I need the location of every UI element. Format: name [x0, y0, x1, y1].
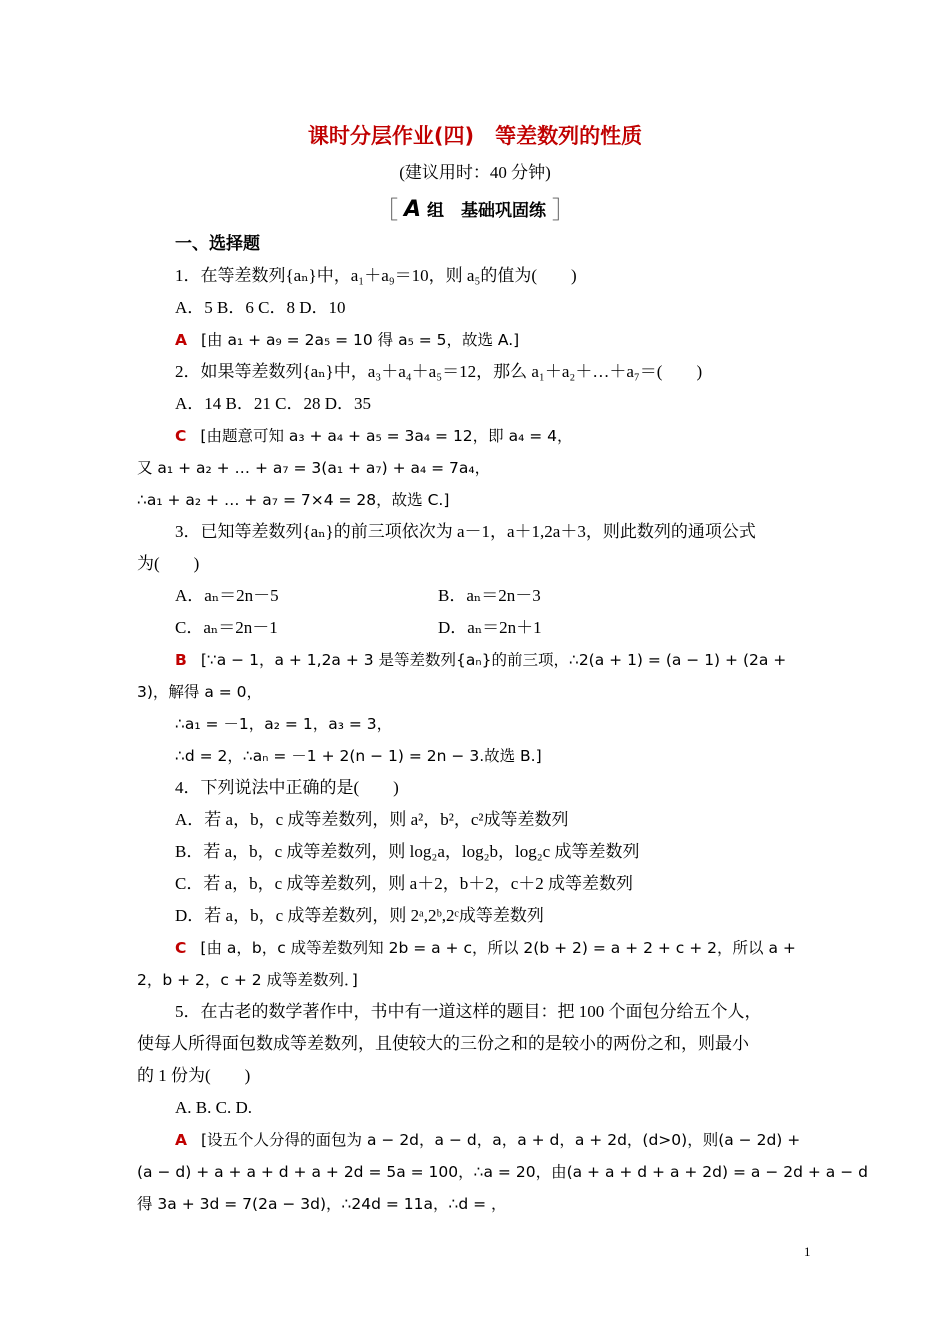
option-right: B．aₙ＝2n－3 — [438, 586, 541, 605]
answer-explanation — [137, 740, 817, 772]
answer-key: C — [175, 427, 187, 445]
option-row — [137, 580, 817, 612]
answer-explanation — [137, 676, 817, 708]
answer-explanation — [137, 1188, 817, 1220]
page-subtitle: (建议用时：40 分钟) — [399, 163, 551, 182]
question-stem: 3．已知等差数列{aₙ}的前三项依次为 a－1，a＋1,2a＋3，则此数列的通项公式 — [175, 522, 756, 541]
explanation-text: (a − d) + a + a + d + a + 2d = 5a = 100，∴a = 20，由(a + a + d + a + 2d) = a − 2d + a − d — [137, 1163, 868, 1181]
question-stem: 5．在古老的数学著作中，书中有一道这样的题目：把 100 个面包分给五个人， — [175, 1002, 762, 1021]
question-line: 使每人所得面包数成等差数列，且使较大的三份之和的是较小的两份之和，则最小 — [137, 1034, 749, 1053]
question-line: A. B. C. D. — [175, 1098, 252, 1117]
question-stem: 2．如果等差数列{aₙ}中，a₃＋a₄＋a₅＝12，那么 a₁＋a₂＋…＋a₇＝( ) — [175, 362, 703, 381]
explanation-text: [设五个人分得的面包为 a − 2d，a − d，a，a + d，a + 2d，(d>0)，则(a − 2d) + — [201, 1131, 801, 1149]
question-line: 的 1 份为( ) — [137, 1066, 251, 1085]
explanation-text: 2，b + 2，c + 2 成等差数列．] — [137, 971, 358, 989]
explanation-text: ∴a₁ + a₂ + … + a₇ = 7×4 = 28，故选 C.] — [137, 491, 450, 509]
question-line: A．若 a，b，c 成等差数列，则 a²，b²，c²成等差数列 — [175, 810, 569, 829]
question-line: B．若 a，b，c 成等差数列，则 log₂a，log₂b，log₂c 成等差数列 — [175, 842, 640, 861]
answer-key: C — [175, 939, 187, 957]
group-label: 组 基础巩固练 — [426, 201, 546, 221]
answer-explanation — [137, 452, 817, 484]
section-title: 一、选择题 — [175, 234, 260, 254]
explanation-text: [由 a，b，c 成等差数列知 2b = a + c，所以 2(b + 2) = a + 2 + c + 2，所以 a + — [200, 939, 796, 957]
answer-key: B — [175, 651, 187, 669]
answer-explanation — [137, 708, 817, 740]
answer-explanation — [137, 1156, 868, 1188]
answer-explanation — [137, 932, 817, 964]
question-stem: 4．下列说法中正确的是( ) — [175, 778, 399, 797]
explanation-text: 又 a₁ + a₂ + … + a₇ = 3(a₁ + a₇) + a₄ = 7a₄， — [137, 459, 491, 477]
question-line: A．14 B．21 C．28 D．35 — [175, 394, 371, 413]
answer-key: A — [175, 1131, 187, 1149]
explanation-text: 3)，解得 a = 0， — [137, 683, 263, 701]
answer-explanation — [137, 420, 817, 452]
explanation-text: [∵a − 1，a + 1,2a + 3 是等差数列{aₙ}的前三项，∴2(a + 1) = (a − 1) + (2a + — [200, 651, 787, 669]
answer-explanation — [137, 484, 817, 516]
answer-explanation — [137, 324, 817, 356]
answer-explanation — [137, 964, 817, 996]
explanation-text: ∴a₁ = －1，a₂ = 1，a₃ = 3， — [175, 715, 393, 733]
answer-explanation — [137, 1124, 817, 1156]
answer-explanation — [137, 644, 817, 676]
left-bracket: ［ — [374, 196, 399, 224]
question-line: C．若 a，b，c 成等差数列，则 a＋2，b＋2，c＋2 成等差数列 — [175, 874, 634, 893]
page-number: 1 — [804, 1244, 811, 1259]
option-left: A．aₙ＝2n－5 — [175, 586, 279, 605]
option-row — [137, 612, 817, 644]
question-line: D．若 a，b，c 成等差数列，则 2ᵃ,2ᵇ,2ᶜ成等差数列 — [175, 906, 544, 925]
explanation-text: 得 3a + 3d = 7(2a − 3d)，∴24d = 11a，∴d = ， — [137, 1195, 507, 1213]
option-right: D．aₙ＝2n＋1 — [438, 618, 542, 637]
question-stem: 1．在等差数列{aₙ}中，a₁＋a₉＝10，则 a₅的值为( ) — [175, 266, 577, 285]
group-letter: A — [404, 197, 422, 222]
page-title: 课时分层作业(四) 等差数列的性质 — [307, 124, 643, 148]
question-line: 为( ) — [137, 554, 200, 573]
explanation-text: [由题意可知 a₃ + a₄ + a₅ = 3a₄ = 12，即 a₄ = 4， — [200, 427, 573, 445]
group-heading — [0, 190, 950, 225]
question-content — [137, 228, 868, 1220]
explanation-text: [由 a₁ + a₉ = 2a₅ = 10 得 a₅ = 5，故选 A.] — [201, 331, 520, 349]
question-line: A．5 B．6 C．8 D．10 — [175, 298, 346, 317]
answer-key: A — [175, 331, 187, 349]
right-bracket: ］ — [551, 196, 576, 224]
option-left: C．aₙ＝2n－1 — [175, 618, 278, 637]
explanation-text: ∴d = 2，∴aₙ = －1 + 2(n − 1) = 2n − 3.故选 B.] — [175, 747, 542, 765]
